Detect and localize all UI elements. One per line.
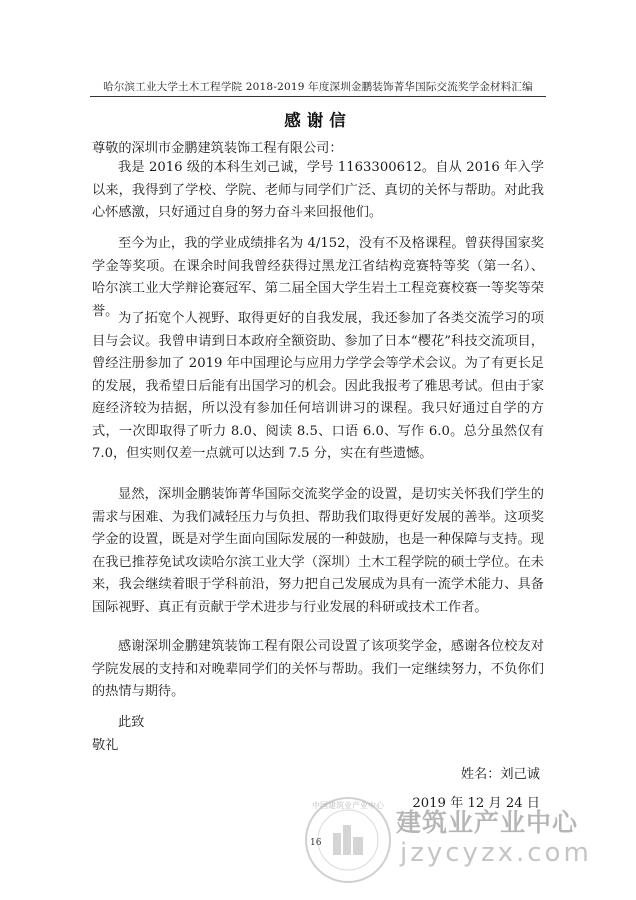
salutation: 尊敬的深圳市金鹏建筑装饰工程有限公司： [92, 141, 343, 156]
header-divider [90, 96, 546, 97]
watermark-seal-text: 中国建筑业产业中心 [312, 801, 384, 810]
document-header: 哈尔滨工业大学土木工程学院 2018-2019 年度深圳金鹏装饰菁华国际交流奖学金材料汇编 [103, 81, 533, 93]
paragraph-4: 显然，深圳金鹏装饰菁华国际交流奖学金的设置，是切实关怀我们学生的需求与困难、为我们减轻压力与负担、帮助我们取得更好发展的善举。这项奖学金的设置，既是对学生面向国际发展的一种鼓励，也是一种保障与支持。现在我已推荐免试攻读哈尔滨工业大学（深圳）土木工程学院的硕士学位。在未来，我会继续着眼于学科前沿，努力把自己发展成为具有一流学术能力、具备国际视野、真正有贡献于学术进步与行业发展的科研或技术工作者。 [92, 487, 544, 615]
watermark-url: jzycyzx.com [400, 838, 592, 868]
paragraph-5: 感谢深圳金鹏建筑装饰工程有限公司设置了该项奖学金，感谢各位校友对学院发展的支持和对晚辈同学们的关怀与帮助。我们一定继续努力，不负你们的热情与期待。 [92, 639, 544, 699]
letter-date: 2019 年 12 月 24 日 [412, 796, 540, 811]
page-number: 16 [310, 838, 322, 848]
closing-phrase: 此致 [118, 715, 145, 730]
letter-title: 感谢信 [284, 111, 352, 130]
regards-phrase: 敬礼 [92, 738, 119, 753]
paragraph-1: 我是 2016 级的本科生刘己诚，学号 1163300612。自从 2016 年入学以来，我得到了学校、学院、老师与同学们广泛、真切的关怀与帮助。对此我心怀感激，只好通过自身的努力奋斗来回报他们。 [92, 160, 544, 220]
watermark-brand: 建筑业产业中心 [396, 808, 579, 837]
paragraph-3: 为了拓宽个人视野、取得更好的自我发展，我还参加了各类交流学习的项目与会议。我曾申请到日本政府全额资助、参加了日本“樱花”科技交流项目，曾经注册参加了 2019 年中国理论与应用力学学会等学术会议。为了有更长足的发展，我希望日后能有出国学习的机会。因此我报考了雅思考试。但由于家庭经济较为拮据，所以没有参加任何培训讲习的课程。我只好通过自学的方式，一次即取得了听力 8.0、阅读 8.5、口语 6.0、写作 6.0。总分虽然仅有 7.0，但实则仅差一点就可以达到 7.5 分，实在有些遗憾。 [92, 311, 544, 461]
signature: 姓名：刘己诚 [460, 767, 540, 782]
paragraph-2: 至今为止，我的学业成绩排名为 4/152，没有不及格课程。曾获得国家奖学金等奖项。在课余时间我曾经获得过黑龙江省结构竞赛特等奖（第一名）、哈尔滨工业大学辩论赛冠军、第二届全国大学生岩土工程竞赛校赛一等奖等荣誉。 [92, 236, 544, 319]
